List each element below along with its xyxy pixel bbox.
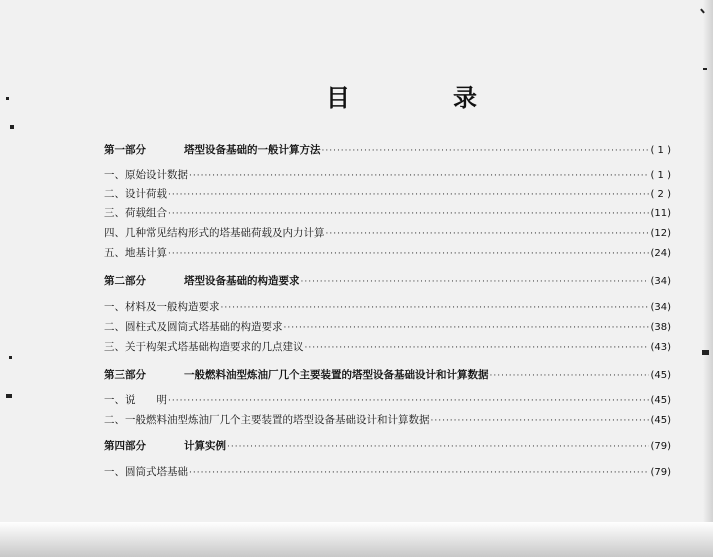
dot-leader (301, 275, 650, 289)
scan-edge-shadow (703, 0, 713, 557)
page-number: (43) (650, 342, 671, 353)
dot-leader (326, 227, 650, 241)
page-title-char-1: 目 (326, 82, 351, 112)
part-label: 第四部分 (104, 440, 146, 452)
toc-part[interactable] (104, 143, 671, 158)
toc-item[interactable] (104, 226, 671, 241)
item-title: 三、荷载组合 (104, 207, 167, 219)
toc-item[interactable] (104, 340, 671, 355)
page-number: (12) (650, 228, 671, 239)
part-label: 第三部分 (104, 369, 146, 381)
toc-item[interactable] (104, 187, 671, 202)
toc-item[interactable] (104, 168, 671, 183)
toc-item[interactable] (104, 465, 671, 480)
table-of-contents (104, 0, 671, 557)
toc-part[interactable] (104, 368, 671, 383)
part-title: 一般燃料油型炼油厂几个主要装置的塔型设备基础设计和计算数据 (184, 369, 489, 381)
item-title: 二、一般燃料油型炼油厂几个主要装置的塔型设备基础设计和计算数据 (104, 414, 430, 426)
dot-leader (189, 466, 649, 480)
scan-speck (703, 68, 707, 70)
page-number: (45) (650, 370, 671, 381)
dot-leader (221, 301, 650, 315)
dot-leader (431, 414, 650, 428)
toc-part[interactable] (104, 439, 671, 454)
toc-item[interactable] (104, 300, 671, 315)
page-number: (79) (650, 441, 671, 452)
part-title: 计算实例 (184, 440, 226, 452)
dot-leader (168, 188, 649, 202)
item-title: 一、原始设计数据 (104, 169, 188, 181)
page-number: (34) (650, 302, 671, 313)
dot-leader (490, 369, 650, 383)
page-title-char-2: 录 (453, 82, 478, 112)
toc-part[interactable] (104, 274, 671, 289)
page-number: (11) (650, 208, 671, 219)
page-number: (38) (650, 322, 671, 333)
toc-item[interactable] (104, 413, 671, 428)
part-label: 第一部分 (104, 144, 146, 156)
dot-leader (227, 440, 649, 454)
dot-leader (168, 207, 649, 221)
item-title: 四、几种常见结构形式的塔基础荷载及内力计算 (104, 227, 325, 239)
page-number: ( 1 ) (650, 170, 671, 181)
toc-item[interactable] (104, 246, 671, 261)
dot-leader (322, 144, 650, 158)
item-title: 一、材料及一般构造要求 (104, 301, 220, 313)
item-title: 一、圆筒式塔基础 (104, 466, 188, 478)
dot-leader (168, 394, 649, 408)
scan-speck (9, 356, 12, 359)
item-title: 三、关于构架式塔基础构造要求的几点建议 (104, 341, 304, 353)
page-number: (79) (650, 467, 671, 478)
toc-item[interactable] (104, 393, 671, 408)
part-title: 塔型设备基础的一般计算方法 (184, 144, 321, 156)
scan-speck (10, 125, 14, 129)
dot-leader (168, 247, 649, 261)
item-title: 二、圆柱式及圆筒式塔基础的构造要求 (104, 321, 283, 333)
toc-item[interactable] (104, 320, 671, 335)
part-title: 塔型设备基础的构造要求 (184, 275, 300, 287)
page-number: (24) (650, 248, 671, 259)
item-title: 一、说 明 (104, 394, 167, 406)
page-number: ( 1 ) (650, 145, 671, 156)
scan-speck (702, 350, 709, 355)
dot-leader (189, 169, 649, 183)
page-number: (45) (650, 395, 671, 406)
toc-item[interactable] (104, 206, 671, 221)
scan-speck (6, 97, 9, 100)
item-title: 五、地基计算 (104, 247, 167, 259)
page-number: (45) (650, 415, 671, 426)
dot-leader (305, 341, 650, 355)
item-title: 二、设计荷载 (104, 188, 167, 200)
page-number: (34) (650, 276, 671, 287)
scan-speck (6, 394, 12, 398)
page-number: ( 2 ) (650, 189, 671, 200)
part-label: 第二部分 (104, 275, 146, 287)
dot-leader (284, 321, 650, 335)
